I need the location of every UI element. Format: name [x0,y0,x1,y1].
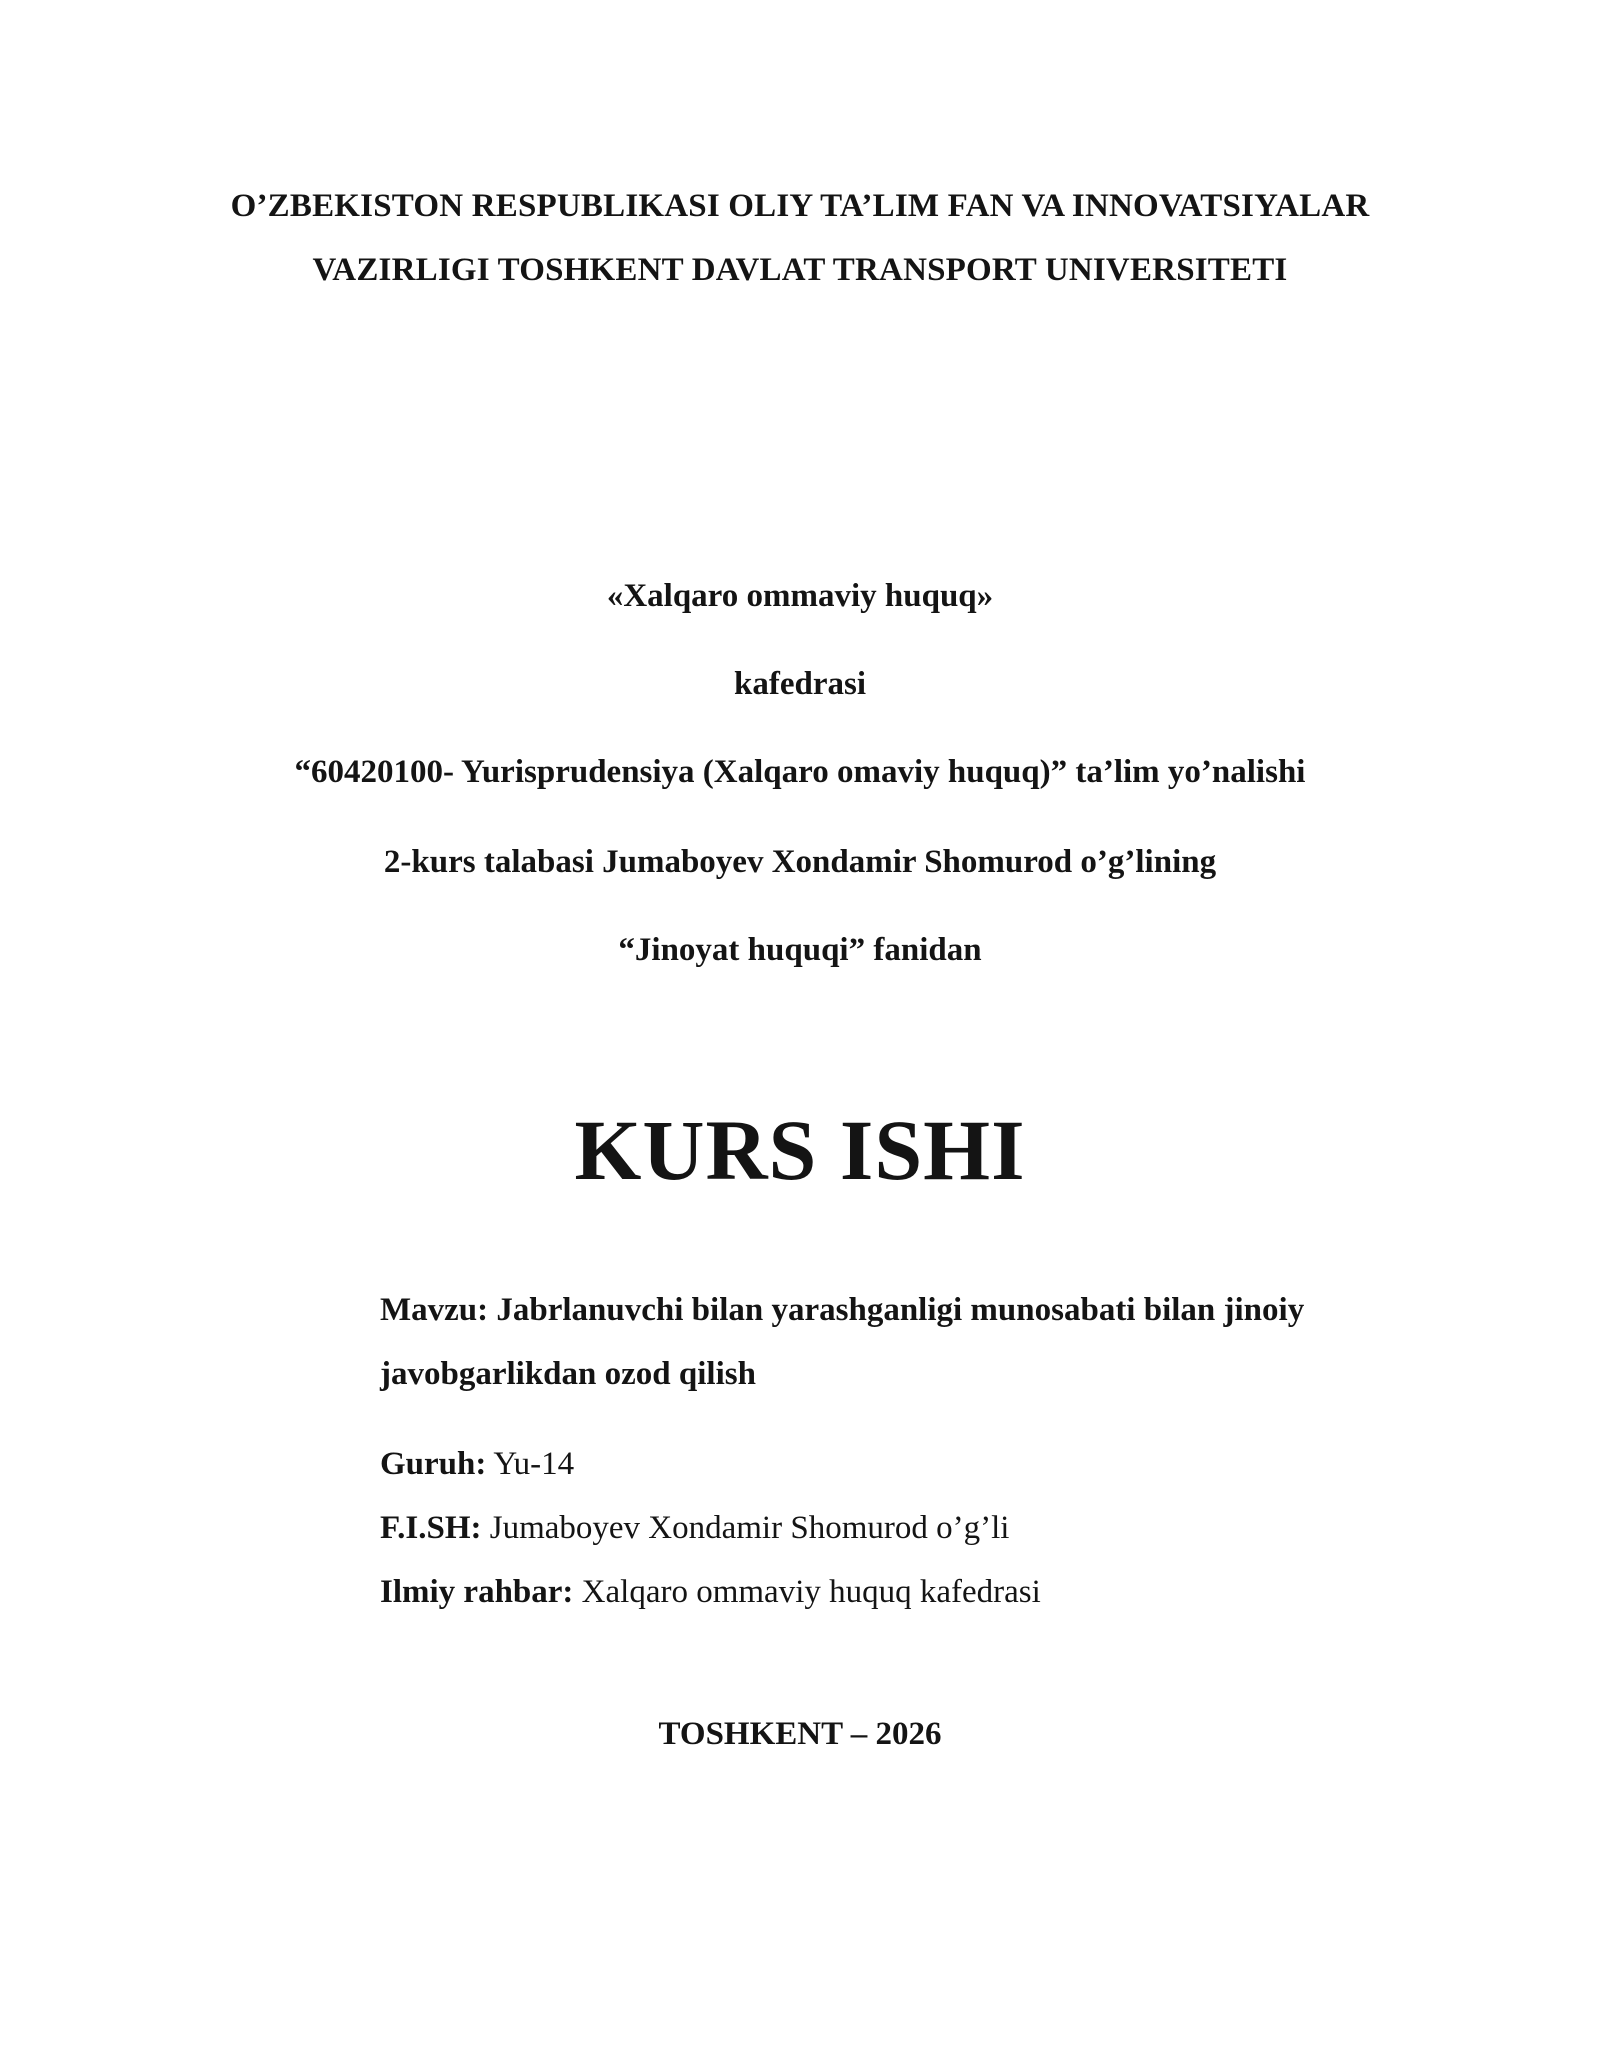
city-year-footer: TOSHKENT – 2026 [658,1716,942,1752]
fish-row [380,1510,1009,1547]
advisor-value: Xalqaro ommaviy huquq kafedrasi [573,1574,1041,1610]
fish-value: Jumaboyev Xondamir Shomurod o’g’li [481,1510,1010,1546]
topic-line-1: Mavzu: Jabrlanuvchi bilan yarashganligi munosabati bilan jinoiy [380,1292,1305,1328]
group-value: Yu-14 [486,1446,575,1482]
group-row [380,1446,574,1483]
fish-label: F.I.SH: [380,1510,482,1546]
department-label: kafedrasi [734,666,866,702]
document-title: KURS ISHI [574,1102,1026,1198]
advisor-row [380,1574,1041,1611]
student-line: 2-kurs talabasi Jumaboyev Xondamir Shomurod o’g’lining [383,844,1217,880]
advisor-label: Ilmiy rahbar: [380,1574,574,1610]
group-label: Guruh: [380,1446,487,1482]
ministry-header-line-2: VAZIRLIGI TOSHKENT DAVLAT TRANSPORT UNIVERSITETI [312,252,1288,288]
study-program: “60420100- Yurisprudensiya (Xalqaro omaviy huquq)” ta’lim yo’nalishi [294,754,1306,790]
ministry-header-line-1: O’ZBEKISTON RESPUBLIKASI OLIY TA’LIM FAN VA INNOVATSIYALAR [230,188,1370,224]
department-name: «Xalqaro ommaviy huquq» [606,578,994,614]
topic-line-2: javobgarlikdan ozod qilish [380,1356,756,1392]
subject-line: “Jinoyat huquqi” fanidan [618,932,982,968]
